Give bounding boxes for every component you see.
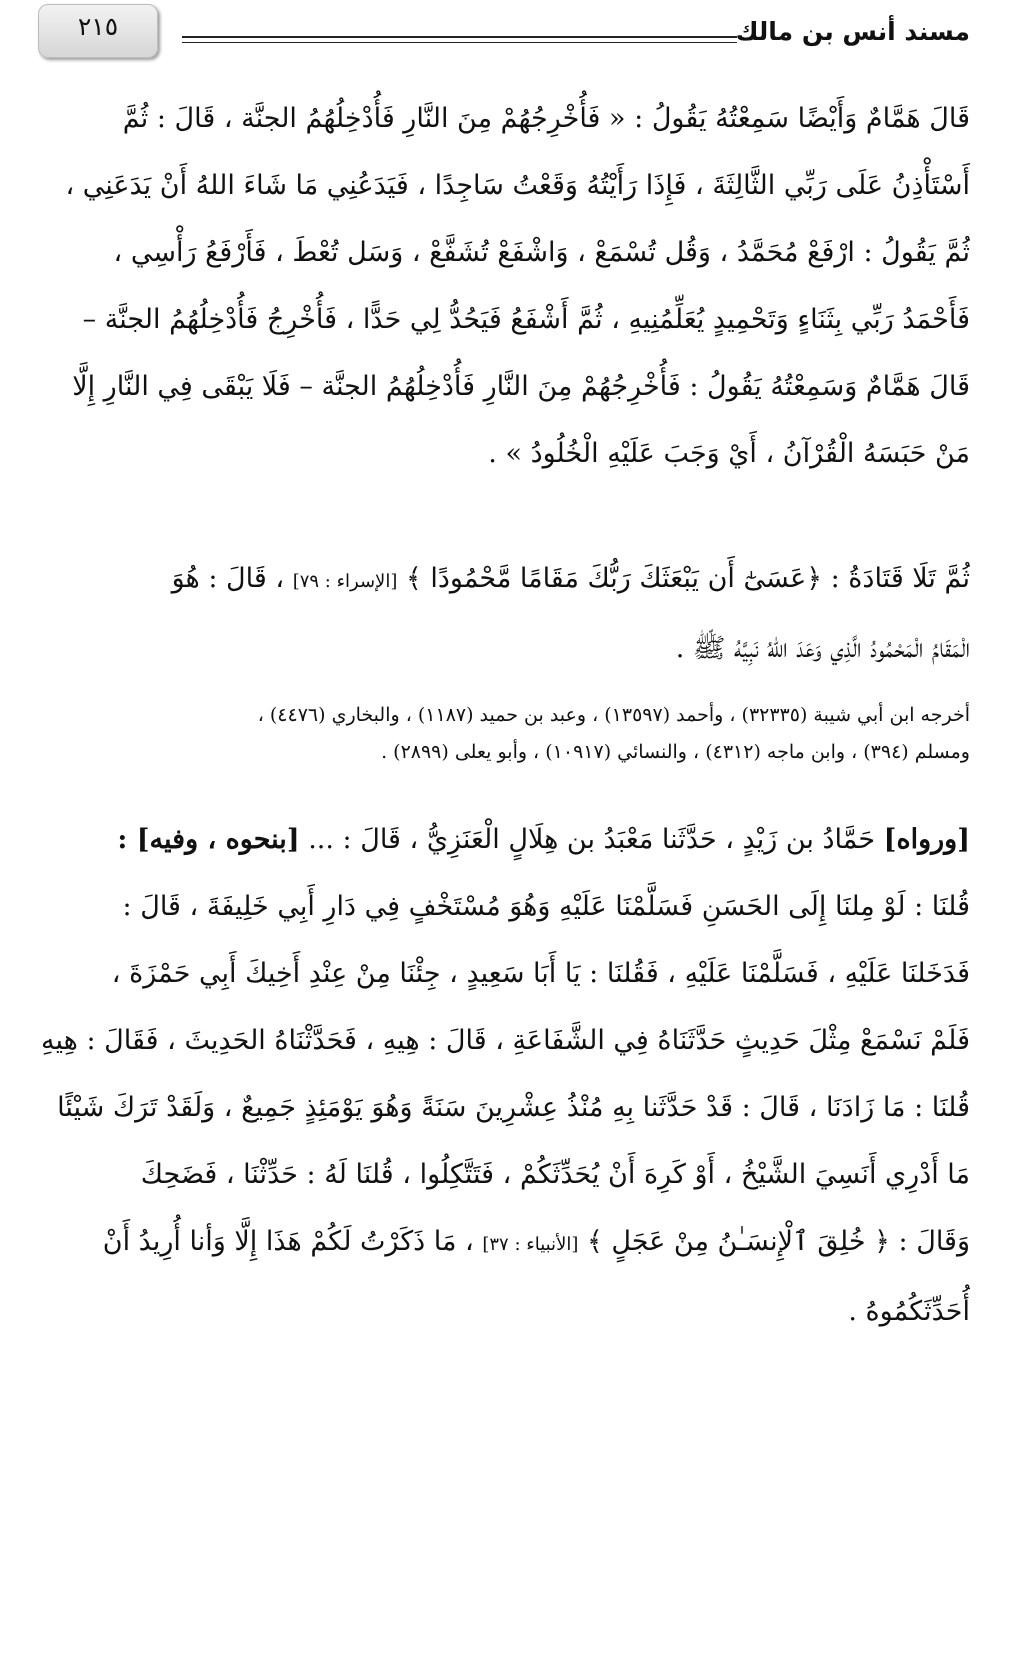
- text-line: أَسْتَأْذِنُ عَلَى رَبِّي الثَّالِثَةَ ، فَإِذَا رَأَيْتُهُ وَقَعْتُ سَاجِدًا ، فَيَدَعُنِي مَا شَاءَ اللهُ أَنْ يَدَعَنِي ،: [65, 170, 970, 201]
- text-line: فَلَمْ نَسْمَعْ مِثْلَ حَدِيثٍ حَدَّثَنَاهُ فِي الشَّفَاعَةِ ، قَالَ : هِيهِ ، فَحَدَّثْنَاهُ الحَدِيثَ ، فَقَالَ : هِيهِ: [41, 1025, 970, 1056]
- bracket-label: [بنحوه ، وفيه] :: [117, 824, 300, 855]
- verse-reference: [الأنبياء : ٣٧]: [482, 1234, 579, 1255]
- text-segment: حَمَّادُ بن زَيْدٍ ، حَدَّثَنا مَعْبَدُ بن هِلَالٍ الْعَنَزِيُّ ، قَالَ : ...: [308, 824, 876, 855]
- text-line: أُحَدِّثَكُمُوهُ .: [848, 1296, 970, 1327]
- text-line: مَا أَدْرِي أَنَسِيَ الشَّيْخُ ، أَوْ كَرِهَ أَنْ يُحَدِّثَكُمْ ، فَتَتَّكِلُوا ، قُلنَا لَهُ : حَدِّثْنَا ، فَضَحِكَ: [140, 1159, 970, 1190]
- text-segment: ، مَا ذَكَرْتُ لَكُمْ هَذَا إِلَّا وَأنا أُرِيدُ أَنْ: [102, 1226, 474, 1257]
- text-line: قُلنَا : مَا زَادَنَا ، قَالَ : قَدْ حَدَّثَنا بِهِ مُنْذُ عِشْرِينَ سَنَةً وَهُوَ يَوْمَئِذٍ جَمِيعٌ ، وَلَقَدْ تَرَكَ شَيْئًا: [57, 1092, 970, 1123]
- verse-text: ثُمَّ تَلَا قَتَادَةُ : ﴿عَسَىٰٓ أَن يَبْعَثَكَ رَبُّكَ مَقَامًا مَّحْمُودًا ﴾: [405, 563, 970, 594]
- page-header: [0, 0, 1010, 70]
- page-number-badge: ٢١٥: [38, 4, 158, 58]
- quran-recitation-paragraph: [40, 545, 970, 682]
- text-line: [40, 1208, 970, 1278]
- verse-text: وَقَالَ : ﴿ خُلِقَ ٱلْإِنسَـٰنُ مِنْ عَجَلٍ ﴾: [586, 1226, 970, 1257]
- text-line: فَدَخَلنَا عَلَيْهِ ، فَسَلَّمْنَا عَلَيْهِ ، فَقُلنَا : يَا أَبَا سَعِيدٍ ، جِئْنَا مِنْ عِنْدِ أَخِيكَ أَبِي حَمْزَةَ ،: [111, 958, 970, 989]
- text-line: مَنْ حَبَسَهُ الْقُرْآنُ ، أَيْ وَجَبَ عَلَيْهِ الْخُلُودُ » .: [488, 438, 970, 469]
- text-segment: ، قَالَ : هُوَ: [171, 563, 285, 594]
- narration-paragraph: [40, 806, 970, 1345]
- header-rule: [182, 36, 737, 43]
- text-line: قَالَ هَمَّامٌ وَسَمِعْتُهُ يَقُولُ : فَأُخْرِجُهُمْ مِنَ النَّارِ فَأُدْخِلُهُمُ الجنَّة – فَلَا يَبْقَى فِي النَّارِ إِلَّا: [72, 371, 970, 402]
- text-line: فَأَحْمَدُ رَبِّي بِثَنَاءٍ وَتَحْمِيدٍ يُعَلِّمُنِيهِ ، ثُمَّ أَشْفَعُ فَيَحُدُّ لِي حَدًّا ، فَأُخْرِجُ فَأُدْخِلُهُمُ الجنَّة –: [82, 304, 970, 335]
- verse-reference: [الإسراء : ٧٩]: [292, 571, 398, 592]
- running-title: مسند أنس بن مالك: [735, 17, 970, 46]
- text-line: قُلنَا : لَوْ مِلنَا إِلَى الحَسَنِ فَسَلَّمْنَا عَلَيْهِ وَهُوَ مُسْتَخْفٍ فِي دَارِ أَبِي خَلِيفَةَ ، قَالَ :: [122, 891, 970, 922]
- takhrij-footnote: [40, 697, 970, 771]
- text-line: الْمَقَامُ الْمَحْمُودُ الَّذِي وَعَدَ اللهُ نَبِيَّهُ ﷺ .: [675, 633, 970, 664]
- text-line: ثُمَّ يَقُولُ : ارْفَعْ مُحَمَّدُ ، وَقُل تُسْمَعْ ، وَاشْفَعْ تُشَفَّعْ ، وَسَل تُعْطَ ، فَأَرْفَعُ رَأْسِي ،: [113, 237, 970, 268]
- text-line: قَالَ هَمَّامٌ وَأَيْضًا سَمِعْتُهُ يَقُولُ : « فَأُخْرِجُهُمْ مِنَ النَّارِ فَأُدْخِلُهُمُ الجنَّة ، قَالَ : ثُمَّ: [122, 103, 970, 134]
- text-line: [40, 806, 970, 873]
- bracket-label: [ورواه]: [883, 824, 970, 855]
- hadith-paragraph: [40, 85, 970, 487]
- footnote-line: أخرجه ابن أبي شيبة (٣٢٣٣٥) ، وأحمد (١٣٥٩٧) ، وعبد بن حميد (١١٨٧) ، والبخاري (٤٤٧٦) ،: [257, 704, 970, 726]
- footnote-line: ومسلم (٣٩٤) ، وابن ماجه (٤٣١٢) ، والنسائي (١٠٩١٧) ، وأبو يعلى (٢٨٩٩) .: [381, 741, 970, 763]
- text-line: [40, 545, 970, 615]
